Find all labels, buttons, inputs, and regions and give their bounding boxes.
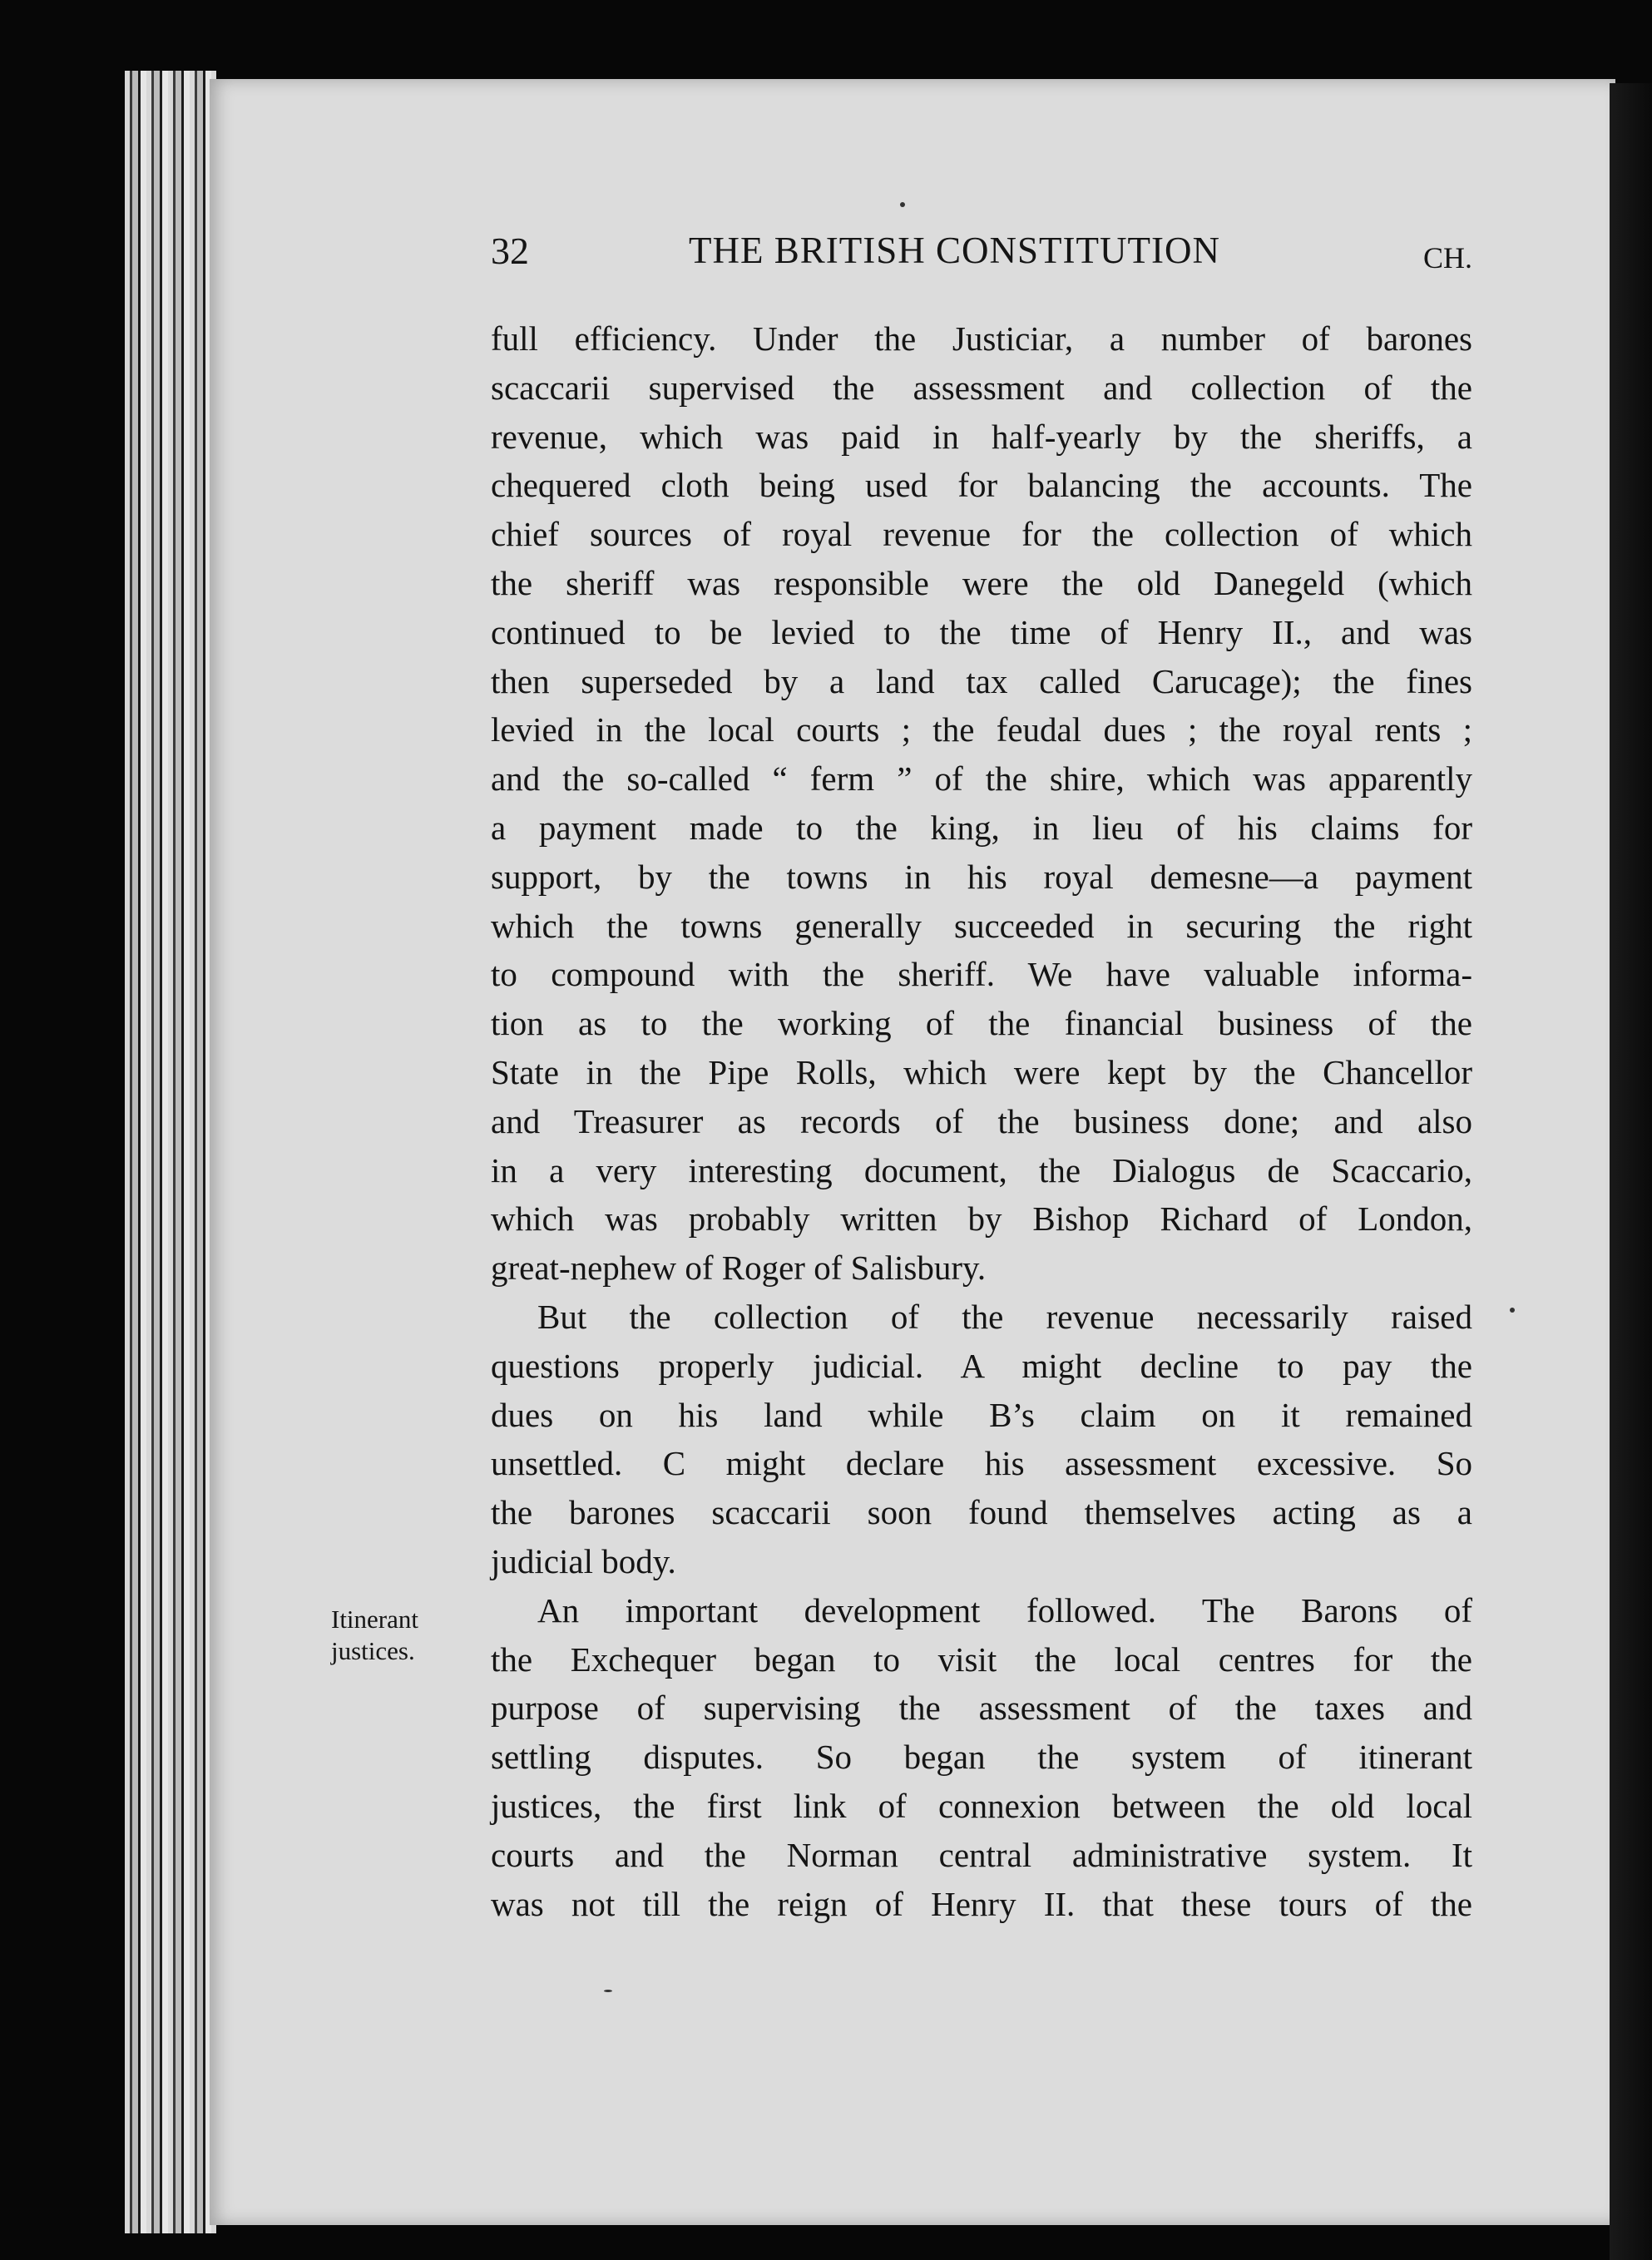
right-page-edge — [1610, 83, 1652, 2260]
text-line: was not till the reign of Henry II. that these tours of the — [491, 1884, 1472, 1923]
text-line: tion as to the working of the financial business of the — [491, 1004, 1472, 1043]
text-line: the Exchequer began to visit the local centres for the — [491, 1639, 1472, 1679]
text-line: and Treasurer as records of the business done; and also — [491, 1101, 1472, 1140]
paragraph-3 — [491, 1586, 1472, 1929]
text-line: then superseded by a land tax called Carucage); the fines — [491, 661, 1472, 700]
text-line: levied in the local courts ; the feudal dues ; the royal rents ; — [491, 710, 1472, 749]
text-line: An important development followed. The Barons of — [537, 1590, 1472, 1629]
text-line: settling disputes. So began the system of itinerant — [491, 1738, 1472, 1777]
text-line: justices, the first link of connexion between the old local — [491, 1786, 1472, 1825]
text-line: great-nephew of Roger of Salisbury. — [491, 1249, 987, 1288]
text-line: courts and the Norman central administrative system. It — [491, 1835, 1472, 1874]
text-line: to compound with the sheriff. We have valuable informa- — [491, 955, 1472, 994]
paragraph-2 — [491, 1293, 1472, 1586]
text-line: support, by the towns in his royal demesne—a payment — [491, 857, 1472, 896]
text-line: unsettled. C might declare his assessment excessive. So — [491, 1444, 1472, 1483]
running-title: THE BRITISH CONSTITUTION — [689, 230, 1220, 271]
text-line: the barones scaccarii soon found themselves acting as a — [491, 1493, 1472, 1532]
text-line: in a very interesting document, the Dialogus de Scaccario, — [491, 1150, 1472, 1189]
page-header — [491, 229, 1472, 287]
text-line: chequered cloth being used for balancing the accounts. The — [491, 466, 1472, 505]
dust-speck — [604, 1990, 612, 1992]
text-line: and the so-called “ ferm ” of the shire, which was apparently — [491, 759, 1472, 799]
text-line: a payment made to the king, in lieu of his claims for — [491, 808, 1472, 847]
text-line: dues on his land while B’s claim on it remained — [491, 1395, 1472, 1434]
text-line: purpose of supervising the assessment of the taxes and — [491, 1689, 1472, 1728]
margin-note-line: justices. — [331, 1636, 415, 1665]
margin-note — [331, 1604, 472, 1667]
text-line: which the towns generally succeeded in securing the right — [491, 906, 1472, 945]
text-line: chief sources of royal revenue for the collection of which — [491, 515, 1472, 554]
text-line: revenue, which was paid in half-yearly by the sheriffs, a — [491, 417, 1472, 456]
text-line: full efficiency. Under the Justiciar, a number of barones — [491, 319, 1472, 358]
margin-note-line: Itinerant — [331, 1605, 419, 1634]
text-line: judicial body. — [491, 1541, 676, 1580]
dust-speck — [1510, 1308, 1515, 1313]
book-binding-edge — [125, 71, 216, 2233]
text-line: which was probably written by Bishop Richard of London, — [491, 1199, 1472, 1239]
paragraph-1 — [491, 314, 1472, 1293]
text-line: the sheriff was responsible were the old Danegeld (which — [491, 563, 1472, 602]
text-line: continued to be levied to the time of Henry II., and was — [491, 612, 1472, 651]
chapter-mark: CH. — [1422, 241, 1472, 274]
text-line: scaccarii supervised the assessment and collection of the — [491, 368, 1472, 407]
body-text — [491, 314, 1472, 1928]
dust-speck — [900, 202, 905, 207]
text-line: questions properly judicial. A might decline to pay the — [491, 1346, 1472, 1385]
page-number: 32 — [491, 230, 529, 272]
text-line: But the collection of the revenue necessarily raised — [537, 1297, 1472, 1336]
text-line: State in the Pipe Rolls, which were kept by the Chancellor — [491, 1052, 1472, 1091]
